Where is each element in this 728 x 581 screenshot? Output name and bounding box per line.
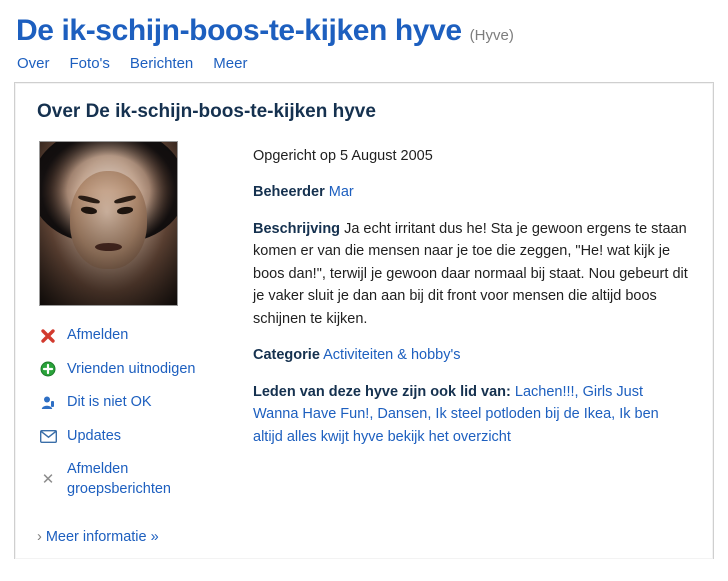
members-also-links[interactable]: Lachen!!!, Girls Just Wanna Have Fun!, Dansen, Ik steel potloden bij de Ikea, Ik ben altijd alles kwijt hyve bekijk het overzicht	[253, 383, 659, 445]
more-info-label: Meer informatie »	[45, 529, 159, 545]
more-info-link[interactable]	[37, 529, 159, 545]
category-label: Categorie	[253, 347, 320, 364]
action-afmelden[interactable]	[39, 326, 227, 346]
about-panel	[14, 82, 714, 559]
right-column	[253, 141, 691, 513]
admin-name-link[interactable]: Mar	[328, 184, 354, 201]
site-title-text: De ik-schijn-boos-te-kijken hyve	[16, 14, 462, 47]
description-row	[253, 218, 691, 330]
action-updates[interactable]	[39, 427, 227, 447]
person-alert-icon	[39, 394, 57, 412]
category-row	[253, 344, 691, 366]
admin-label: Beheerder	[253, 184, 325, 201]
description-text: Ja echt irritant dus he! Sta je gewoon ergens te staan komen er van die mensen naar je toe die zeggen, "He! wat kijk je boos dan!", terwijl je gewoon daar normaal bij staat. Nou gebeurt dit je vaker sluit je dan aan bij dit front voor mensen die altijd boos schijnen te kijken.	[253, 220, 688, 327]
main-navigation	[17, 55, 714, 72]
action-label: Updates	[67, 427, 122, 444]
action-label: Dit is niet OK	[67, 394, 152, 411]
nav-item-meer[interactable]: Meer	[213, 55, 248, 72]
action-vrienden-uitnodigen[interactable]	[39, 360, 227, 380]
red-x-icon	[39, 327, 57, 345]
admin-row	[253, 181, 691, 203]
avatar-vignette	[40, 142, 177, 305]
sidebar-actions	[39, 326, 227, 499]
avatar[interactable]	[39, 141, 178, 306]
action-label: Vrienden uitnodigen	[67, 360, 196, 377]
action-label: Afmelden groepsberichten	[67, 461, 171, 497]
members-also-label: Leden van deze hyve zijn ook lid van:	[253, 383, 511, 400]
founded-date: Opgericht op 5 August 2005	[253, 148, 433, 164]
small-x-icon: ✕	[41, 471, 55, 489]
chevron-right-icon: ›	[37, 529, 42, 545]
nav-item-fotos[interactable]: Foto's	[69, 55, 110, 72]
panel-columns	[37, 141, 691, 513]
panel-title: Over De ik-schijn-boos-te-kijken hyve	[37, 101, 376, 122]
nav-item-over[interactable]: Over	[17, 55, 50, 72]
left-column	[37, 141, 227, 513]
green-plus-icon	[39, 360, 57, 378]
nav-item-berichten[interactable]: Berichten	[129, 55, 194, 72]
site-title-suffix: (Hyve)	[469, 27, 514, 44]
action-label: Afmelden	[67, 327, 129, 343]
action-dit-is-niet-ok[interactable]	[39, 393, 227, 413]
page-title	[16, 14, 714, 47]
description-label: Beschrijving	[253, 220, 341, 237]
category-link[interactable]: Activiteiten & hobby's	[323, 347, 461, 364]
action-afmelden-groepsberichten[interactable]	[39, 460, 227, 499]
members-also-row	[253, 381, 691, 448]
envelope-icon	[39, 427, 57, 445]
